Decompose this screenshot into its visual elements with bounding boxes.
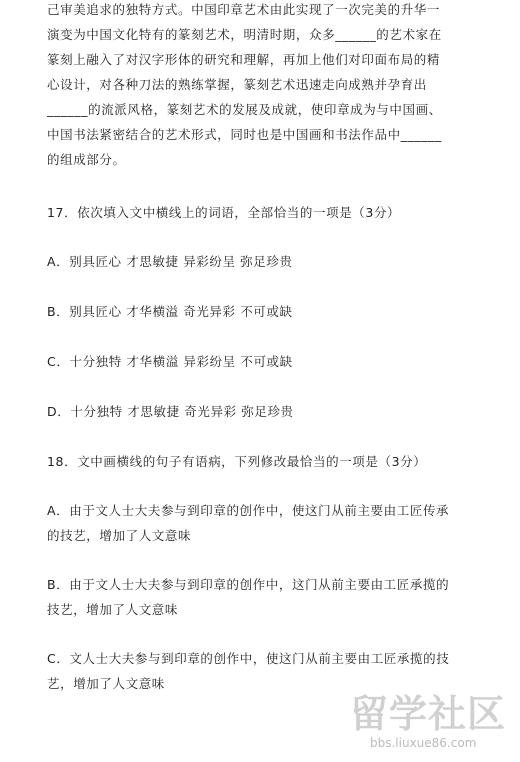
question-17-option-a: A．别具匠心 才思敏捷 异彩纷呈 弥足珍贵 <box>47 254 293 269</box>
question-18-option-b-line-1: B．由于文人士大夫参与到印章的创作中，这门从前主要由工匠承揽的 <box>47 577 450 592</box>
passage-line-6: 中国书法紧密结合的艺术形式，同时也是中国画和书法作品中______ <box>47 127 442 142</box>
question-18-option-b-line-2: 技艺，增加了人文意味 <box>47 602 179 617</box>
question-17-option-b: B．别具匠心 才华横溢 奇光异彩 不可或缺 <box>47 304 293 319</box>
question-17-option-c: C．十分独特 才华横溢 异彩纷呈 不可或缺 <box>47 354 293 369</box>
passage-line-3: 篆刻上融入了对汉字形体的研究和理解，再加上他们对印面布局的精 <box>47 52 441 67</box>
passage-line-4: 心设计，对各种刀法的熟练掌握，篆刻艺术迅速走向成熟并孕育出 <box>47 77 427 92</box>
watermark-brand: 留学社区 <box>350 692 507 736</box>
question-18-stem: 18．文中画横线的句子有语病，下列修改最恰当的一项是（3分） <box>47 454 427 469</box>
passage-line-1: 己审美追求的独特方式。中国印章艺术由此实现了一次完美的升华一 <box>47 2 441 17</box>
question-18-option-a-line-2: 的技艺，增加了人文意味 <box>47 528 192 543</box>
question-18-option-c-line-2: 艺，增加了人文意味 <box>47 676 165 691</box>
watermark-url: bbs.liuxue86.com <box>370 736 477 750</box>
site-watermark <box>350 692 510 754</box>
question-18-option-a-line-1: A．由于文人士大夫参与到印章的创作中，使这门从前主要由工匠传承 <box>47 503 450 518</box>
question-18-option-c-line-1: C．文人士大夫参与到印章的创作中，使这门从前主要由工匠承揽的技 <box>47 651 450 666</box>
passage-line-7: 的组成部分。 <box>47 152 126 167</box>
question-17-stem: 17．依次填入文中横线上的词语，全部恰当的一项是（3分） <box>47 205 401 220</box>
passage-line-5: ______的流派风格，篆刻艺术的发展及成就，使印章成为与中国画、 <box>47 102 442 117</box>
passage-line-2: 演变为中国文化特有的篆刻艺术，明清时期，众多______的艺术家在 <box>47 27 442 42</box>
question-17-option-d: D．十分独特 才思敏捷 奇光异彩 弥足珍贵 <box>47 404 294 419</box>
